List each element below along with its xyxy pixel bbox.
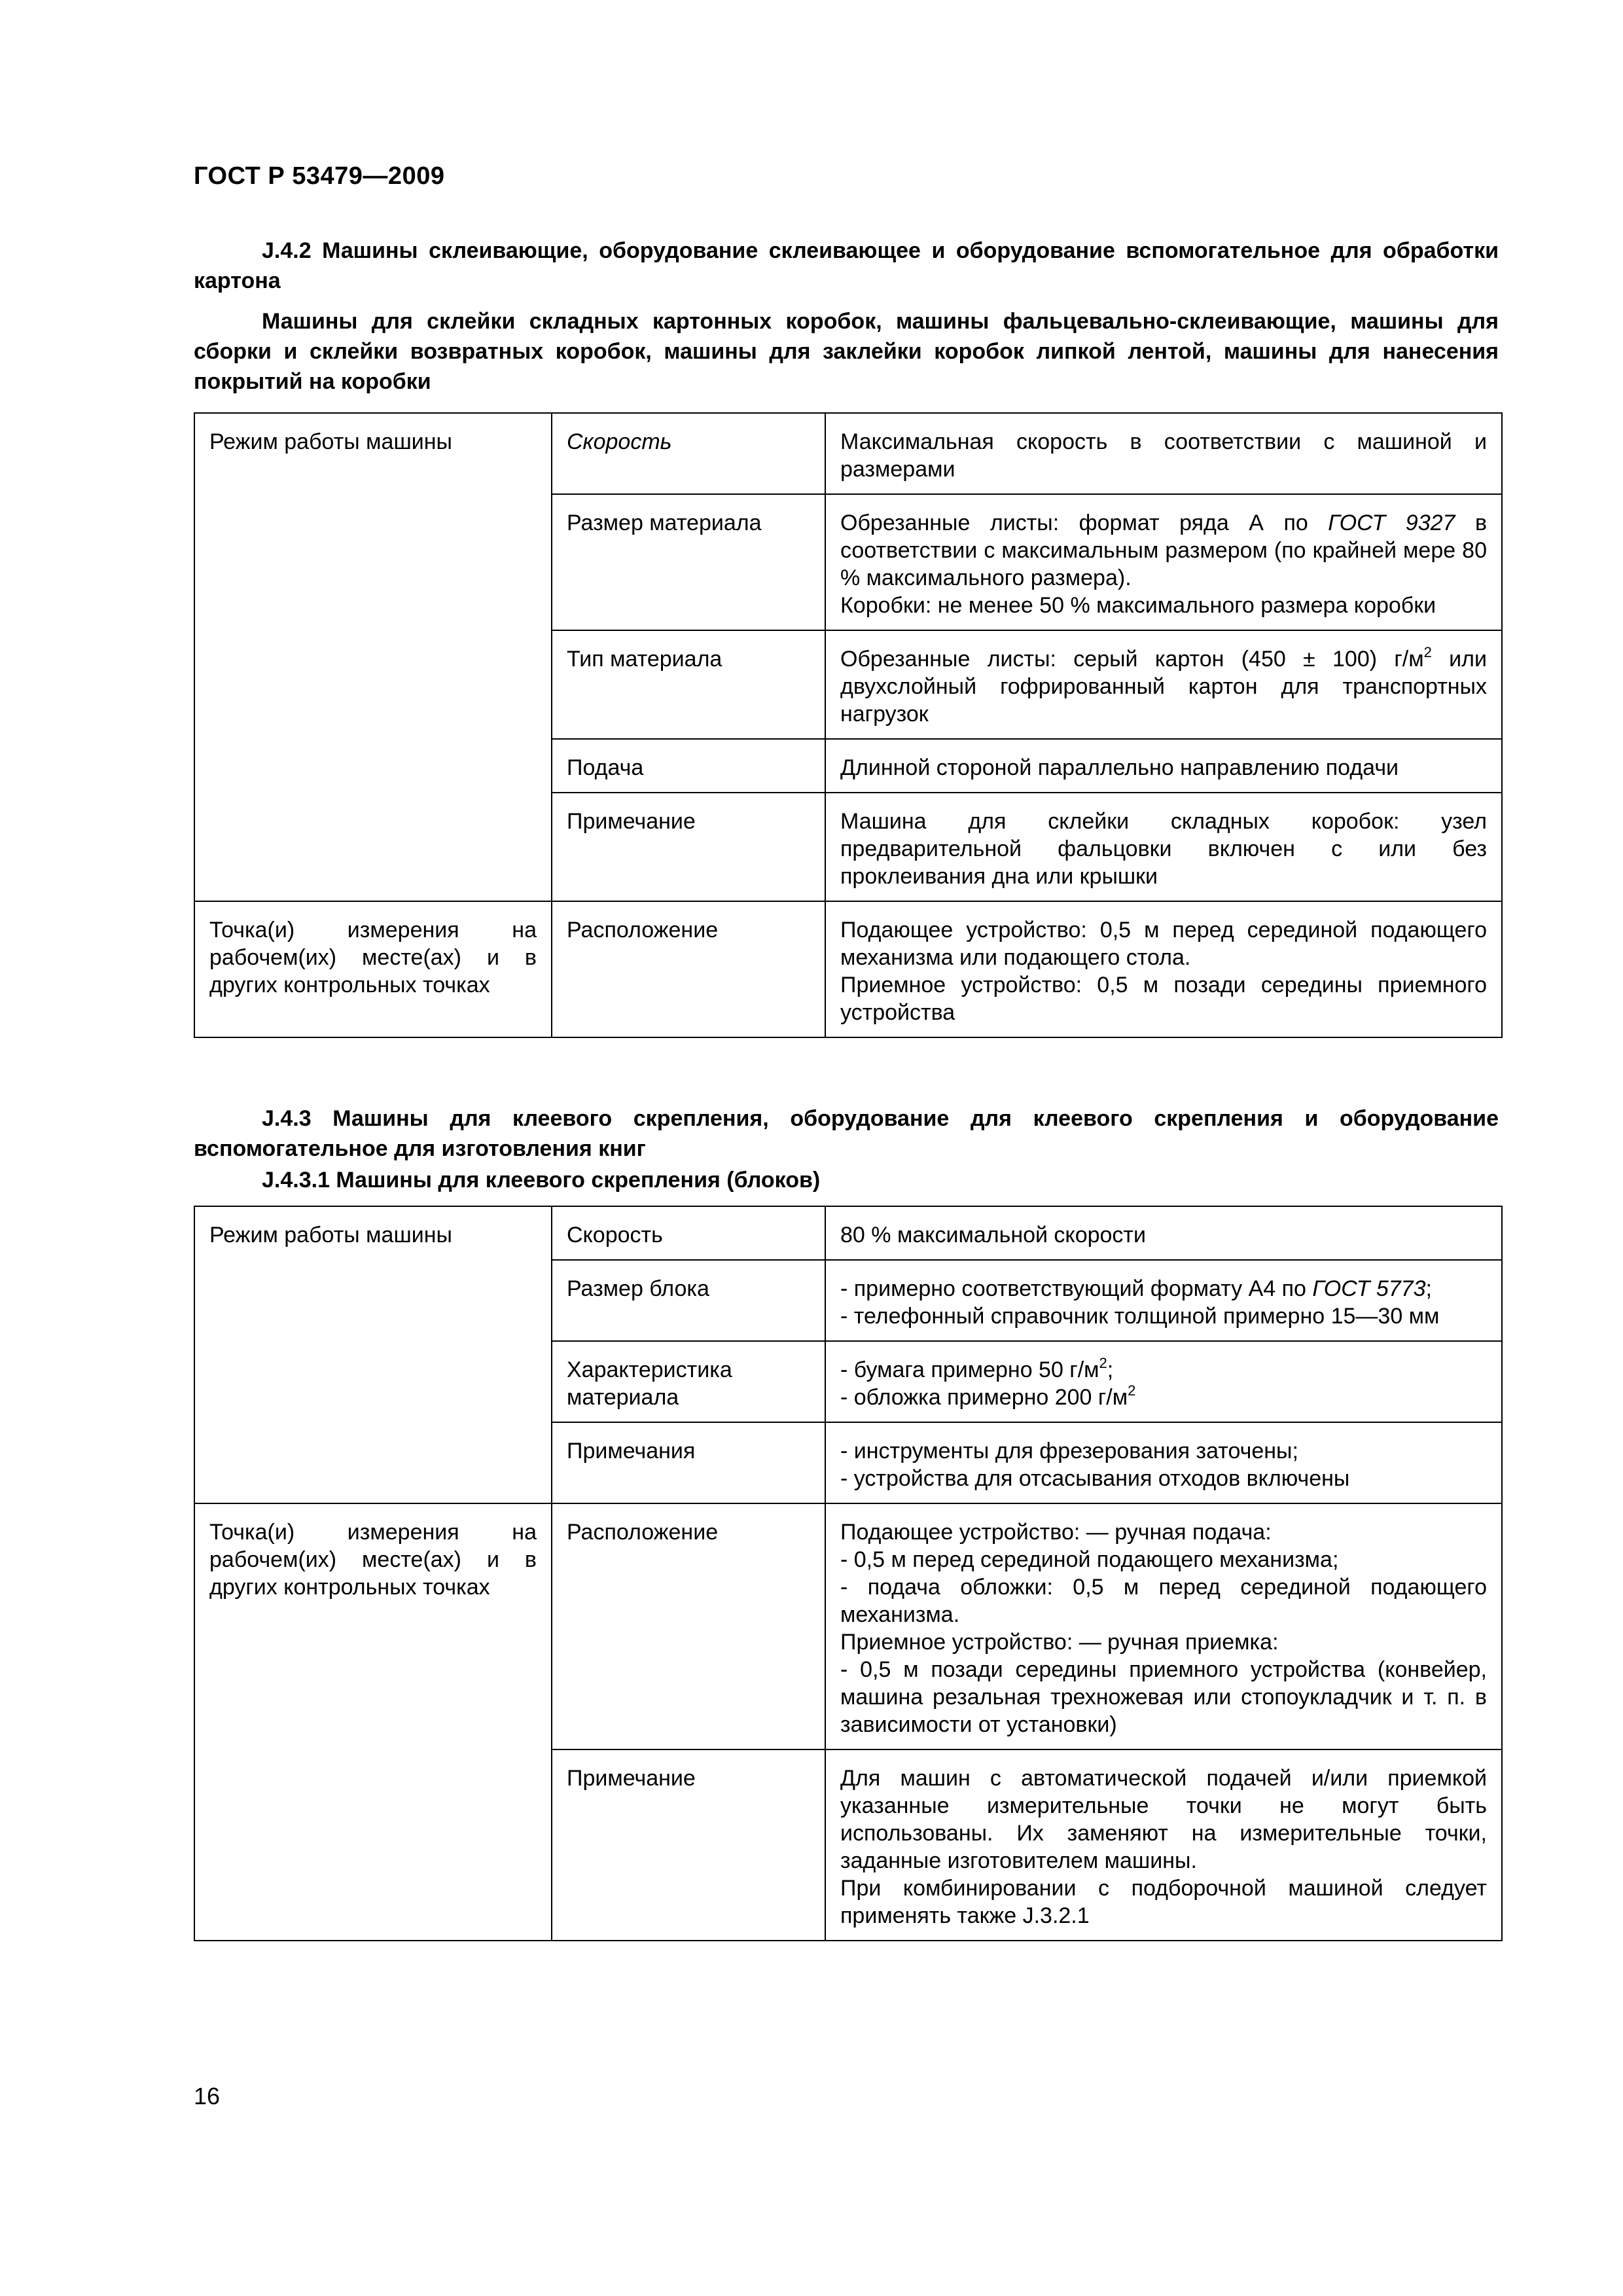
table-row xyxy=(194,413,1502,494)
param-cell: Характеристика материала xyxy=(552,1341,825,1422)
standard-reference: ГОСТ 9327 xyxy=(1328,511,1455,535)
param-cell: Примечание xyxy=(552,1749,825,1941)
param-cell: Расположение xyxy=(552,901,825,1037)
value-cell: Подающее устройство: 0,5 м перед серединой подающего механизма или подающего стола. Приемное устройство: 0,5 м позади середины приемного устройства xyxy=(825,901,1502,1037)
value-cell: Подающее устройство: — ручная подача: - 0,5 м перед серединой подающего механизма; - подача обложки: 0,5 м перед серединой подающего механизма. Приемное устройство: — ручная приемка: - 0,5 м позади середины приемного устройства (конвейер, машина резальная трехножевая или стопоукладчик и т. п. в зависимости от установки) xyxy=(825,1503,1502,1749)
spec-table-j42 xyxy=(194,412,1503,1038)
value-cell: Обрезанные листы: формат ряда А по ГОСТ 9327 в соответствии с максимальным размером (по крайней мере 80 % максимального размера). Коробки: не менее 50 % максимального размера коробки xyxy=(825,494,1502,630)
document-header: ГОСТ Р 53479—2009 xyxy=(194,162,445,190)
value-cell: Максимальная скорость в соответствии с машиной и размерами xyxy=(825,413,1502,494)
section-subheading-j42: Машины для склейки складных картонных коробок, машины фальцевально-склеивающие, машины для сборки и склейки возвратных коробок, машины для заклейки коробок липкой лентой, машины для нанесения покрытий на коробки xyxy=(194,309,1499,394)
value-cell: - бумага примерно 50 $г/м^2$; - обложка примерно 200 $г/м^2$ xyxy=(825,1341,1502,1422)
param-cell: Примечания xyxy=(552,1422,825,1503)
spec-table-j431 xyxy=(194,1206,1503,1941)
value-cell: - инструменты для фрезерования заточены; - устройства для отсасывания отходов включены xyxy=(825,1422,1502,1503)
page-number: 16 xyxy=(194,2083,221,2109)
param-cell: Размер материала xyxy=(552,494,825,630)
table-row xyxy=(194,901,1502,1037)
section-subheading-j431: J.4.3.1 Машины для клеевого скрепления (блоков) xyxy=(262,1168,821,1193)
table-row xyxy=(194,1206,1502,1260)
section-heading-j42: J.4.2 Машины склеивающие, оборудование склеивающее и оборудование вспомогательное для обработки картона xyxy=(194,238,1499,293)
param-cell: Скорость xyxy=(552,1206,825,1260)
value-cell: Обрезанные листы: серый картон (450 ± 100) $г/м^2$ или двухслойный гофрированный картон для транспортных нагрузок xyxy=(825,630,1502,739)
group-cell-points: Точка(и) измерения на рабочем(их) месте(ах) и в других контрольных точках xyxy=(194,901,552,1037)
group-cell-mode: Режим работы машины xyxy=(194,413,552,901)
param-cell: Расположение xyxy=(552,1503,825,1749)
param-cell: Примечание xyxy=(552,793,825,901)
param-cell: Скорость xyxy=(552,413,825,494)
param-cell: Подача xyxy=(552,739,825,793)
param-cell: Размер блока xyxy=(552,1260,825,1341)
section-heading-j43: J.4.3 Машины для клеевого скрепления, оборудование для клеевого скрепления и оборудование вспомогательное для изготовления книг xyxy=(194,1106,1499,1161)
param-cell: Тип материала xyxy=(552,630,825,739)
group-cell-points: Точка(и) измерения на рабочем(их) месте(ах) и в других контрольных точках xyxy=(194,1503,552,1941)
standard-reference: ГОСТ 5773 xyxy=(1312,1276,1426,1301)
value-cell: - примерно соответствующий формату А4 по ГОСТ 5773; - телефонный справочник толщиной примерно 15—30 мм xyxy=(825,1260,1502,1341)
table-row xyxy=(194,1503,1502,1749)
value-cell: 80 % максимальной скорости xyxy=(825,1206,1502,1260)
value-cell: Для машин с автоматической подачей и/или приемкой указанные измерительные точки не могут быть использованы. Их заменяют на измерительные точки, заданные изготовителем машины. При комбинировании с подборочной машиной следует применять также J.3.2.1 xyxy=(825,1749,1502,1941)
value-cell: Машина для склейки складных коробок: узел предварительной фальцовки включен с или без проклеивания дна или крышки xyxy=(825,793,1502,901)
group-cell-mode: Режим работы машины xyxy=(194,1206,552,1503)
value-cell: Длинной стороной параллельно направлению подачи xyxy=(825,739,1502,793)
